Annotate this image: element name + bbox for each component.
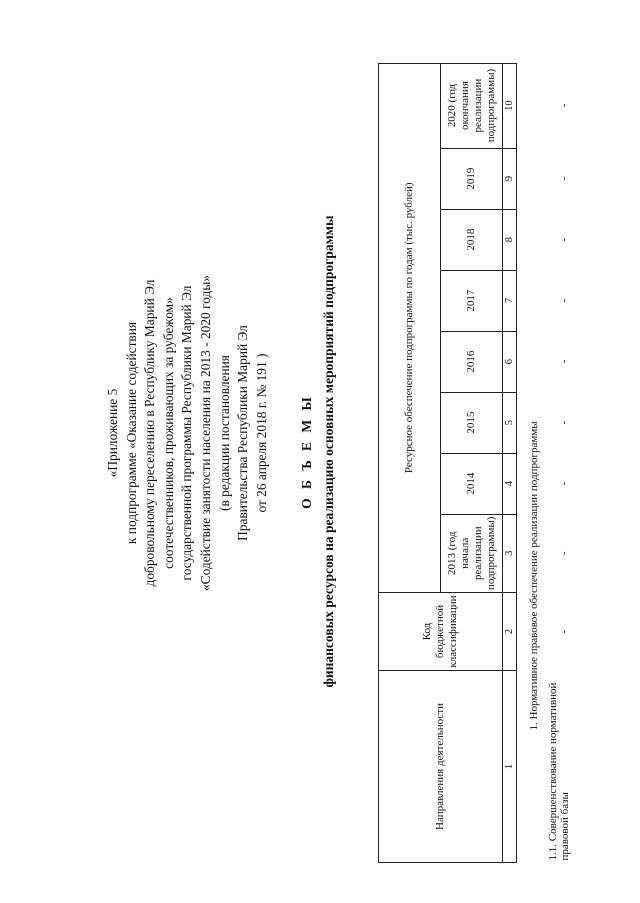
column-number: 4 [503, 453, 517, 514]
section-row [517, 63, 542, 862]
appendix-line: (в редакции постановления [216, 355, 232, 511]
header-year: 2014 [441, 453, 503, 514]
document-title [296, 40, 340, 863]
header-year: 2015 [441, 392, 503, 453]
column-number: 7 [503, 270, 517, 331]
column-numbers-row [503, 63, 517, 862]
header-year: 2013 (год начала реализации подпрограммы) [441, 514, 503, 592]
column-number: 10 [503, 63, 517, 148]
header-year: 2016 [441, 331, 503, 392]
row-value: - [558, 481, 570, 486]
column-number: 1 [503, 671, 517, 863]
row-value: - [558, 176, 570, 181]
header-year: 2017 [441, 270, 503, 331]
row-direction: 1.1. Совершенствование нормативной правовой базы [547, 682, 571, 861]
resources-table [378, 63, 571, 863]
row-value: - [558, 420, 570, 425]
header-code: Код бюджетной классификации [379, 593, 503, 671]
column-number: 9 [503, 148, 517, 209]
appendix-line: добровольному переселению в Республику Марий Эл [142, 279, 158, 587]
column-number: 2 [503, 593, 517, 671]
appendix-line: Правительства Республики Марий Эл [235, 325, 251, 541]
appendix-line: «Приложение 5 [105, 388, 120, 478]
title-line-2: финансовых ресурсов на реализацию основных мероприятий подпрограммы [321, 215, 336, 688]
column-number: 6 [503, 331, 517, 392]
column-number: 3 [503, 514, 517, 592]
title-line-1: О Б Ъ Е М Ы [299, 394, 314, 509]
appendix-line: «Содействие занятости населения на 2013 - 2020 годы» [197, 274, 213, 592]
header-resources: Ресурсное обеспечение подпрограммы по годам (тыс. рублей) [379, 63, 441, 592]
appendix-line: от 26 апреля 2018 г. № 191 ) [253, 353, 269, 513]
appendix-line: к подпрограмме «Оказание содействия [123, 321, 139, 545]
column-number: 5 [503, 392, 517, 453]
row-value: - [558, 359, 570, 364]
header-year: 2020 (год окончания реализации подпрограммы) [441, 63, 503, 148]
appendix-line: соотечественников, проживающих за рубежом» [160, 297, 176, 569]
section-title: 1. Нормативное правовое обеспечение реализации подпрограммы [528, 421, 540, 731]
appendix-header [104, 173, 271, 693]
column-number: 8 [503, 209, 517, 270]
header-row-1 [379, 63, 441, 862]
header-year: 2018 [441, 209, 503, 270]
appendix-line: государственной программы Республики Марий Эл [179, 285, 195, 581]
row-value: - [558, 298, 570, 303]
row-value: - [558, 629, 570, 634]
row-value: - [558, 551, 570, 556]
row-value: - [558, 103, 570, 108]
header-year: 2019 [441, 148, 503, 209]
header-direction: Направления деятельности [379, 671, 503, 863]
table-row [541, 63, 571, 862]
row-value: - [558, 237, 570, 242]
